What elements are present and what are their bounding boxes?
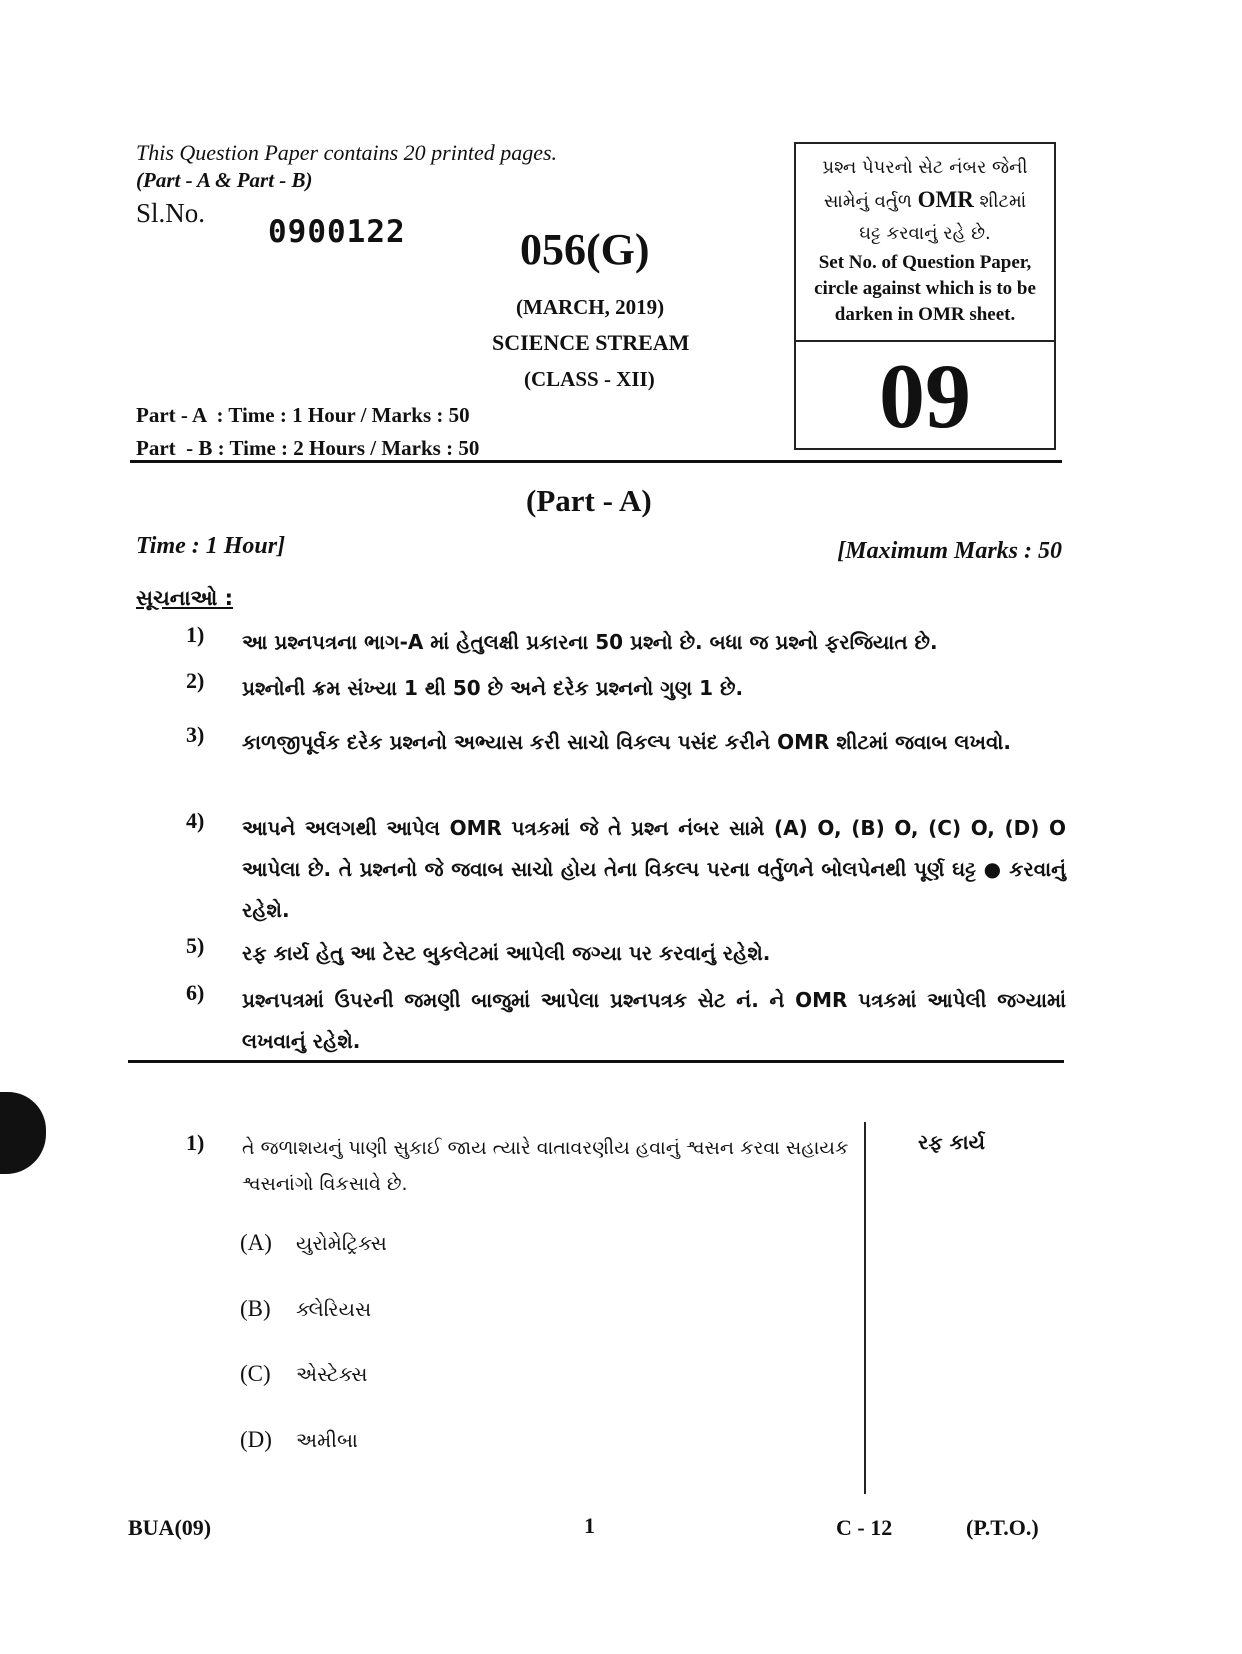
footer-series: C - 12 [836, 1515, 893, 1540]
instruction-text: પ્રશ્નોની ક્રમ સંખ્યા 1 થી 50 છે અને દરેક પ્રશ્નનો ગુણ 1 છે. [242, 676, 744, 700]
instruction-text: રફ કાર્ય હેતુ આ ટેસ્ટ બુકલેટમાં આપેલી જગ્યા પર કરવાનું રહેશે. [242, 941, 771, 965]
option-label: (B) [240, 1296, 271, 1321]
set-number-box [794, 142, 1056, 450]
instruction-number: 3) [186, 722, 205, 747]
set-number: 09 [879, 345, 971, 447]
rough-work-label: રફ કાર્ય [918, 1130, 985, 1154]
class-label: (CLASS - XII) [524, 367, 655, 391]
serial-number: 0900122 [268, 214, 406, 250]
instruction-text: આપને અલગથી આપેલ OMR પત્રકમાં જે તે પ્રશ્ન નંબર સામે (A) O, (B) O, (C) O, (D) O આપેલા છે. તે પ્રશ્નનો જે જવાબ સાચો હોય તેના વિકલ્પ પરના વર્તુળને બોલપેનથી પૂર્ણ ઘટ્ટ ● કરવાનું રહેશે. [242, 816, 1066, 922]
question-number: 1) [186, 1130, 205, 1155]
set-box-guj-line-1: પ્રશ્ન પેપરનો સેટ નંબર જેની [822, 157, 1028, 178]
rough-work-divider [864, 1122, 866, 1494]
instruction-text: આ પ્રશ્નપત્રના ભાગ-A માં હેતુલક્ષી પ્રકારના 50 પ્રશ્નો છે. બધા જ પ્રશ્નો ફરજિયાત છે. [242, 630, 938, 654]
instruction-text: પ્રશ્નપત્રમાં ઉપરની જમણી બાજુમાં આપેલા પ્રશ્નપત્રક સેટ નં. ને OMR પત્રકમાં આપેલી જગ્યામાં લખવાનું રહેશે. [242, 988, 1066, 1053]
part-b-time: Part - B : Time : 2 Hours / Marks : 50 [136, 436, 480, 460]
stream-label: SCIENCE STREAM [492, 330, 690, 355]
max-marks: [Maximum Marks : 50 [837, 538, 1062, 564]
footer-pto: (P.T.O.) [966, 1515, 1039, 1540]
instruction-number: 5) [186, 933, 205, 958]
instructions-rule [128, 1060, 1064, 1063]
option-label: (D) [240, 1427, 272, 1452]
set-box-en-line-1: Set No. of Question Paper, [818, 252, 1032, 273]
option-text: ક્લેરિયસ [296, 1297, 372, 1321]
instructions-title: સૂચનાઓ : [136, 586, 234, 610]
option-text: અમીબા [296, 1428, 358, 1452]
exam-date: (MARCH, 2019) [516, 295, 665, 319]
part-heading: (Part - A) [526, 483, 652, 518]
option-d [240, 1427, 358, 1453]
question-text: તે જળાશયનું પાણી સુકાઈ જાય ત્યારે વાતાવરણીય હવાનું શ્વસન કરવા સહાયક શ્વસનાંગો વિકસાવે છે. [242, 1137, 849, 1195]
option-label: (A) [240, 1230, 272, 1255]
instruction-number: 2) [186, 668, 205, 693]
set-box-en-line-2: circle against which is to be [814, 278, 1036, 299]
part-a-time: Part - A : Time : 1 Hour / Marks : 50 [136, 403, 470, 427]
option-text: યુરોમેટ્રિક્સ [296, 1231, 387, 1255]
page-number: 1 [584, 1513, 595, 1538]
serial-label: Sl.No. [136, 198, 206, 228]
set-box-guj-line-2: સામેનું વર્તુળ OMR શીટમાં [823, 187, 1027, 212]
instruction-number: 6) [186, 980, 205, 1005]
option-label: (C) [240, 1361, 271, 1386]
scan-blot-mark [0, 1092, 46, 1174]
footer-code: BUA(09) [128, 1515, 212, 1540]
option-c [240, 1361, 367, 1387]
set-box-guj-line-3: ઘટ્ટ કરવાનું રહે છે. [859, 223, 991, 244]
option-a [240, 1230, 387, 1256]
header-rule [130, 460, 1062, 463]
pages-note: This Question Paper contains 20 printed pages. [136, 140, 558, 165]
parts-note: (Part - A & Part - B) [136, 168, 313, 192]
instruction-number: 4) [186, 808, 205, 833]
time-label: Time : 1 Hour] [136, 533, 286, 559]
instruction-number: 1) [186, 622, 205, 647]
instruction-text: કાળજીપૂર્વક દરેક પ્રશ્નનો અભ્યાસ કરી સાચો વિકલ્પ પસંદ કરીને OMR શીટમાં જવાબ લખવો. [242, 730, 1012, 754]
set-box-en-line-3: darken in OMR sheet. [834, 304, 1016, 325]
paper-code: 056(G) [520, 225, 650, 274]
option-b [240, 1296, 371, 1322]
option-text: એસ્ટેક્સ [296, 1362, 368, 1386]
